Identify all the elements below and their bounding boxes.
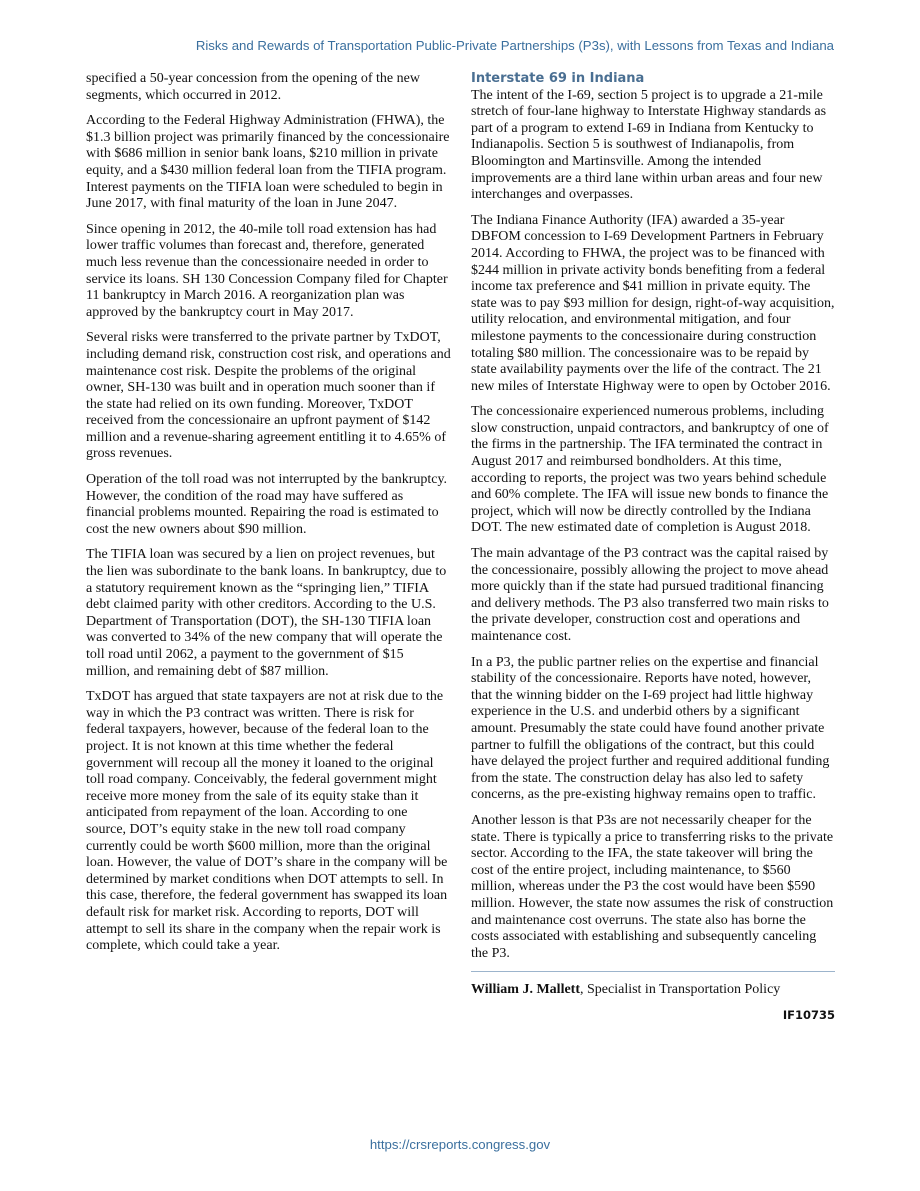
paragraph: Several risks were transferred to the private partner by TxDOT, including demand risk, construction cost risk, and operations and maintenance cost risk. Despite the problems of the original owner, SH-130 was built and in operation much sooner than if the state had relied on its own funding. Moreover, TxDOT received from the concessionaire an upfront payment of $142 million and a revenue-sharing agreement entitling it to 4.65% of gross revenues.: [86, 330, 451, 462]
paragraph: Operation of the toll road was not interrupted by the bankruptcy. However, the condition of the road may have suffered as financial problems mounted. Repairing the road is estimated to cost the new owners about $90 million.: [86, 472, 448, 537]
author-name: William J. Mallett: [471, 982, 580, 998]
paragraph: The main advantage of the P3 contract was the capital raised by the concessionaire, possibly allowing the project to move ahead more quickly than if the state had pursued traditional financing and delivery methods. The P3 also transferred two main risks to the private developer, construction cost and operations and maintenance cost.: [471, 546, 829, 644]
page-header: Risks and Rewards of Transportation Public-Private Partnerships (P3s), with Lessons from Texas and Indiana: [195, 38, 834, 53]
paragraph: TxDOT has argued that state taxpayers are not at risk due to the way in which the P3 contract was written. There is risk for federal taxpayers, however, because of the federal loan to the project. It is not known at this time whether the federal government will recoup all the money it loaned to the original toll road company. Conceivably, the federal government might receive more money from the sale of its equity stake than it anticipated from repayment of the loan. According to one source, DOT’s equity stake in the new toll road company currently could be worth $600 million, more than the original loan. However, the value of DOT’s share in the company will be determined by market conditions when DOT attempts to sell. In this case, therefore, the federal government has swapped its loan default risk for market risk. According to reports, DOT will attempt to sell its share in the company when the repair work is complete, which could take a year.: [86, 689, 448, 954]
paragraph: The intent of the I-69, section 5 project is to upgrade a 21-mile stretch of four-lane highway to Interstate Highway standards as part of a program to extend I-69 in Indiana from Kentucky to Indianapolis. Section 5 is southwest of Indianapolis, from Bloomington and Martinsville. Among the intended improvements are a third lane within urban areas and four new interchanges and overpasses.: [471, 87, 827, 203]
paragraph: The TIFIA loan was secured by a lien on project revenues, but the lien was subordinate to the bank loans. In bankruptcy, due to a statutory requirement known as the “springing lien,” TIFIA debt claimed parity with other creditors. According to the U.S. Department of Transportation (DOT), the SH-130 TIFIA loan was converted to 34% of the new company that will operate the toll road until 2062, a payment to the government of $15 million, and remaining debt of $87 million.: [86, 547, 447, 679]
divider: [471, 971, 835, 972]
right-column: [471, 71, 835, 1023]
left-column: [86, 71, 451, 964]
paragraph: Another lesson is that P3s are not necessarily cheaper for the state. There is typically a price to transferring risks to the private sector. According to the IFA, the state takeover will bring the cost of the entire project, including maintenance, to $560 million, whereas under the P3 the cost would have been $590 million. However, the state now assumes the risk of construction and maintenance cost overruns. The state also has borne the costs associated with establishing and subsequently canceling the P3.: [471, 812, 834, 961]
author-title: , Specialist in Transportation Policy: [580, 982, 781, 998]
author-line: [471, 982, 835, 999]
section-heading: Interstate 69 in Indiana: [471, 71, 645, 86]
paragraph: specified a 50-year concession from the opening of the new segments, which occurred in 2012.: [86, 71, 420, 103]
paragraph: In a P3, the public partner relies on the expertise and financial stability of the concessionaire. Reports have noted, however, that the winning bidder on the I-69 project had little highway experience in the U.S. and underbid others by a significant amount. Presumably the state could have found another private partner to fulfill the obligations of the contract, but this could have delayed the project further and required additional funding from the state. The construction delay has also led to safety concerns, as the pre-existing highway remains open to traffic.: [471, 654, 830, 803]
footer-link[interactable]: https://crsreports.congress.gov: [369, 1137, 551, 1152]
paragraph: According to the Federal Highway Administration (FHWA), the $1.3 billion project was primarily financed by the concessionaire with $686 million in senior bank loans, $210 million in private equity, and a $430 million federal loan from the TIFIA program. Interest payments on the TIFIA loan were scheduled to begin in June 2017, with final maturity of the loan in June 2047.: [86, 113, 450, 212]
paragraph: The concessionaire experienced numerous problems, including slow construction, unpaid contractors, and bankruptcy of one of the firms in the partnership. The IFA terminated the contract in August 2017 and reimbursed bondholders. At this time, according to reports, the project was two years behind schedule and 60% complete. The IFA will issue new bonds to finance the project, which will now be directly controlled by the Indiana DOT. The new estimated date of completion is August 2018.: [471, 404, 829, 536]
report-code: IF10735: [782, 1007, 835, 1022]
paragraph: Since opening in 2012, the 40-mile toll road extension has had lower traffic volumes than forecast and, therefore, generated much less revenue than the concessionaire needed in order to service its loans. SH 130 Concession Company filed for Chapter 11 bankruptcy in March 2016. A reorganization plan was approved by the bankruptcy court in May 2017.: [86, 221, 448, 320]
paragraph: The Indiana Finance Authority (IFA) awarded a 35-year DBFOM concession to I-69 Development Partners in February 2014. According to FHWA, the project was to be financed with $244 million in private activity bonds benefiting from a federal income tax preference and $41 million in private equity. The state was to pay $93 million for design, right-of-way acquisition, utility relocation, and environmental mitigation, and four milestone payments to the concessionaire during construction totaling $80 million. The concessionaire was to be repaid by state availability payments over the life of the contract. The 21 new miles of Interstate Highway were to open by October 2016.: [471, 212, 835, 394]
